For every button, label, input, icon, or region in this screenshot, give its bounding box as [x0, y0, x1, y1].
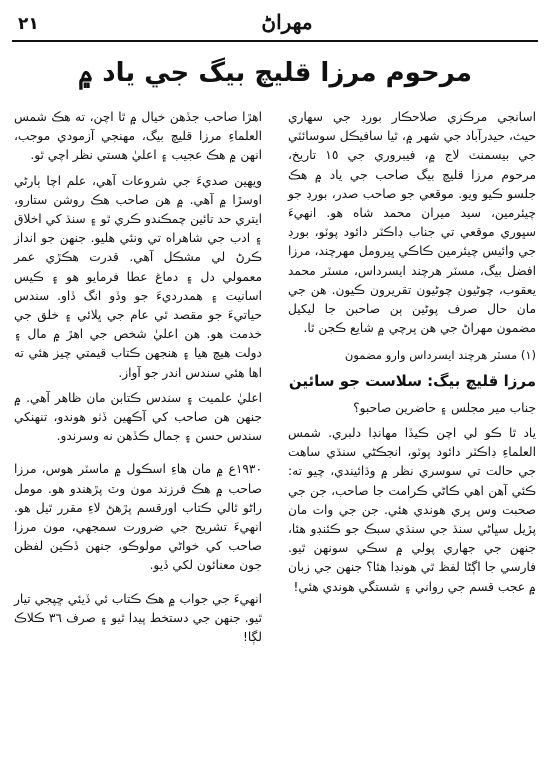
page-header: [12, 10, 538, 42]
paragraph: ياد ٿا ڪو لي اچن ڪيڏا مهانڊا دلبري. شمس العلماءِ ڊاڪٽر دائود پوٽو، انجڪڻي سنڌي ساهت جي حالت تي سوسري نظر ۾ وڌائيندي، چيو ته: ڪئي آهن اهي ڪاڻي ڪرامت جا صاحب، جن جي صحبت وس پري هوندي هئي. جن جي وات مان پڙيل سڀاڻي سنڌ جي سنڌي سبڪ جو ڪئنڊو هئا، جنهن جي جهاري پولي ۾ سڪي سونهن ٿيو. فارسي جا اڳڻا لفظ ٿي هونڊا هئا؟ جنهن جي زبان ۾ عجب قسم جي رواني ۽ شستگي هوندي هئي!: [288, 426, 536, 594]
right-column: [288, 108, 536, 603]
paragraph: ويهين صديءَ جي شروعات آهي، علم اچا ٻارڻي اوسڙا ۾ آهي. ۾ هن صاحب هڪ روشن ستارو، ايتري حد تائين چمڪندو ڪري ٿو ۽ سنڌ کي اخلاق ۽ ادب جي شاهراه تي ونئي هليو. جنهن جو انداز ڪرڻ لي مشڪل آهي. قدرت هڪڙي عمر معمولي دل ۽ دماغ عطا فرمايو هو ۽ ڪيس اسانيت ۽ همدرديءَ جو وڏو انگ ڏاو. سندس حياتيءَ جو مقصد ٿي عام جي ڀلائي ۽ خلق جي خدمت هو. هن اعليٰ شخص جي اهڙ ۾ مال ۽ دولت هيچ هيا ۽ هنجهن ڪتاب قيمتي چيز هئي ته اها هئي سندس اندر جو آواز.: [14, 173, 262, 380]
paragraph: انهيءَ جي جواب ۾ هڪ ڪتاب ئي ڏيئي ڇپجي تيار ٿيو. جنهن جي دستخط پيدا ٿيو ۽ صرف ٣٦ ڪلاڪ لڳا!: [14, 591, 262, 645]
footnote: (١) مسٽر هرچند ايسرداس وارو مضمون: [344, 348, 536, 363]
paragraph: اهڙا صاحب جڏهن خيال ۾ ٿا اچن، ته هڪ شمس العلماءِ مرزا قليچ بيگ، مهنجي آزمودي موجب، انهن ۾ هڪ عجيب ۽ اعليٰ هستي نظر اچي ٿو.: [14, 110, 262, 163]
article-title: مرحوم مرزا قليچ بيگ جي ياد ۾: [78, 58, 472, 88]
section-subheading: مرزا قليچ بيگ: سلاست جو سائين: [288, 371, 536, 390]
masthead-title: مهراڻ: [261, 10, 313, 34]
paragraph: اسانجي مرڪزي صلاحڪار بورڊ جي سهاري حيث، حيدرآباد جي شهر ۾، ٿيا سافيڪل سوسائٽي جي بيسمنٽ لاج ۾، فيبروري جي ١٥ تاريخ، مرحوم مرزا قليچ بيگ صاحب جي ياد ۾ هڪ جلسو ڪيو ويو. موقعي جو صاحب صدر، بورڊ جو چيئرمين، سيد ميران محمد شاه هو. انهيءَ سڀوري موقعي تي جناب ڊاڪٽر دائود پوٽو، بورڊ جي وائيس چيئرمين ڪاڪي ڀيرومل مهرچند، مرزا افضل بيگ، مسٽر هرچند ايسرداس، مسٽر محمد يعقوب، چوڻيون چوڻيون تقريرون ڪيون. هن جي مان حال صرف پوڻين ٻن صاحبن جا ليکيل مضمون مهراڻ جي هن پرچي ۾ شايع ڪجن ٿا.: [288, 110, 537, 336]
paragraph: ١٩٣٠ع ۾ مان هاءِ اسڪول ۾ ماسٽر هوس، مرزا صاحب ۾ هڪ فرزند مون وٽ پڙهندو هو. مومل راڻو ٿالي ڪتاب اورقسم پڙهڻ لاءِ مقرر ٿيل هو. انهيءَ تشريح جي ضرورت سمجهي، مون مرزا صاحب کي خواڻي مولوڪو، جنهن ڏڪين لفظن جون معنائون لکي ڏيو.: [14, 462, 262, 573]
left-column: [14, 108, 262, 653]
paragraph: اعليٰ علميت ۽ سندس ڪتابن مان ظاهر آهي. ۾ جنهن هن صاحب کي آڪهين ڏٺو هوندو، تنهنکي سندس حسن ۽ جمال ڪڏهن نه وسرندو.: [14, 390, 262, 444]
page-number: ٢١: [18, 14, 39, 34]
paragraph: جناب مير مجلس ۽ حاضرين صاحبو؟: [353, 400, 536, 415]
